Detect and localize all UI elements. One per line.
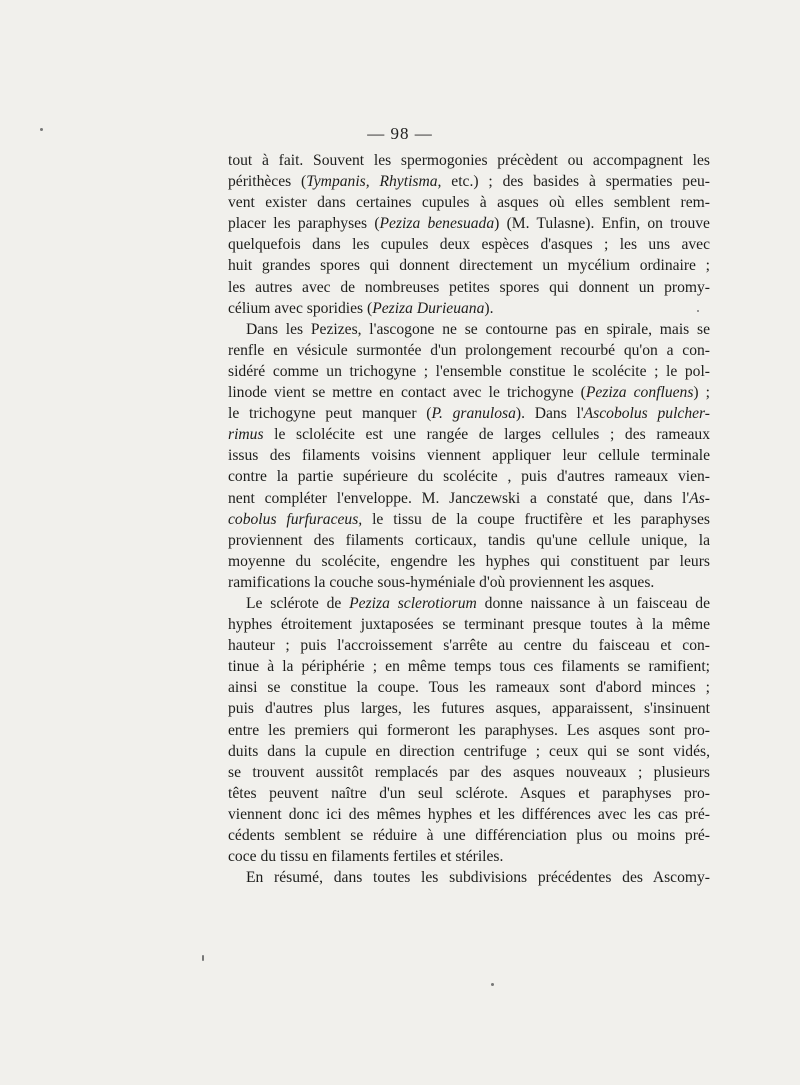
text-segment: le trichogyne peut manquer ( <box>228 405 432 423</box>
text-segment: périthèces ( <box>228 173 307 191</box>
italic-term: P. granulosa <box>431 405 516 423</box>
text-line <box>228 720 710 741</box>
text-segment: En résumé, dans toutes les subdivisions précédentes des Ascomy- <box>246 869 710 887</box>
text-line <box>228 530 710 551</box>
italic-term: cobolus furfuraceus, <box>228 510 363 528</box>
text-segment: têtes peuvent naître d'un seul sclérote. Asques et paraphyses pro- <box>228 784 710 802</box>
text-segment: Le sclérote de <box>246 594 350 612</box>
text-line <box>228 572 710 593</box>
paper-speck <box>491 983 494 986</box>
text-line <box>228 488 710 509</box>
text-line <box>228 150 710 171</box>
text-line <box>228 403 710 424</box>
text-segment: ) (M. Tulasne). Enfin, on trouve <box>494 215 710 233</box>
text-line <box>228 825 710 846</box>
text-segment: ) ; <box>693 384 710 402</box>
text-segment: Dans les Pezizes, l'ascogone ne se contourne pas en spirale, mais se <box>246 320 710 338</box>
text-segment: le sclolécite est une rangée de larges cellules ; des rameaux <box>263 426 710 444</box>
text-segment: renfle en vésicule surmontée d'un prolongement recourbé qu'on a con- <box>228 341 710 359</box>
text-segment: ). <box>484 299 494 317</box>
text-line <box>228 445 710 466</box>
text-line <box>228 171 710 192</box>
italic-term: Peziza sclerotiorum <box>349 594 477 612</box>
text-segment: issus des filaments voisins viennent appliquer leur cellule terminale <box>228 447 710 465</box>
text-line <box>228 656 710 677</box>
text-line <box>228 551 710 572</box>
text-line <box>228 382 710 403</box>
italic-term: As- <box>689 489 710 507</box>
text-segment: linode vient se mettre en contact avec le trichogyne ( <box>228 384 586 402</box>
text-line <box>228 677 710 698</box>
text-segment: ainsi se constitue la coupe. Tous les rameaux sont d'abord minces ; <box>228 679 710 697</box>
italic-term: Peziza Durieuana <box>372 299 485 317</box>
text-segment: puis d'autres plus larges, les futures asques, apparaissent, s'insinuent <box>228 700 710 718</box>
text-segment: tinue à la périphérie ; en même temps tous ces filaments se ramifient; <box>228 658 710 676</box>
paper-speck <box>202 955 204 961</box>
paper-speck <box>40 128 43 131</box>
text-line <box>228 466 710 487</box>
page-number: — 98 — <box>367 124 433 143</box>
text-segment: duits dans la cupule en direction centrifuge ; ceux qui se sont vidés, <box>228 742 710 760</box>
text-line <box>228 340 710 361</box>
text-segment: nent compléter l'enveloppe. M. Janczewski a constaté que, dans l' <box>228 489 690 507</box>
text-segment: les autres avec de nombreuses petites spores qui donnent un promy- <box>228 278 710 296</box>
text-segment: donne naissance à un faisceau de <box>476 594 710 612</box>
italic-term: Ascobolus pulcher- <box>583 405 710 423</box>
text-line <box>228 255 710 276</box>
text-segment: se trouvent aussitôt remplacés par des asques nouveaux ; plusieurs <box>228 763 710 781</box>
text-segment: coce du tissu en filaments fertiles et stériles. <box>228 848 504 866</box>
italic-term: Peziza confluens <box>585 384 694 402</box>
text-line <box>228 867 710 888</box>
text-line <box>228 192 710 213</box>
text-line <box>228 298 710 319</box>
text-line <box>228 846 710 867</box>
italic-term: rimus <box>228 426 264 444</box>
text-line <box>228 277 710 298</box>
text-line <box>228 614 710 635</box>
text-line <box>228 361 710 382</box>
text-line <box>228 319 710 340</box>
paper-speck <box>697 310 699 312</box>
text-segment: sidéré comme un trichogyne ; l'ensemble constitue le scolécite ; le pol- <box>228 362 710 380</box>
text-segment: cédents semblent se réduire à une différenciation plus ou moins pré- <box>228 827 710 844</box>
body-text <box>228 150 710 888</box>
text-line <box>228 213 710 234</box>
text-line <box>228 509 710 530</box>
text-segment: proviennent des filaments corticaux, tandis qu'une cellule unique, la <box>228 531 710 549</box>
text-segment: ramifications la couche sous-hyméniale d'où proviennent les asques. <box>228 573 655 591</box>
text-line <box>228 424 710 445</box>
text-segment: entre les premiers qui formeront les paraphyses. Les asques sont pro- <box>228 721 710 739</box>
text-line <box>228 804 710 825</box>
text-line <box>228 741 710 762</box>
text-segment: etc.) ; des basides à spermaties peu- <box>441 173 710 191</box>
text-line <box>228 698 710 719</box>
text-segment: contre la partie supérieure du scolécite , puis d'autres rameaux vien- <box>228 468 710 486</box>
text-segment: huit grandes spores qui donnent directement un mycélium ordinaire ; <box>228 257 710 275</box>
text-segment: hauteur ; puis l'accroissement s'arrête au centre du faisceau et con- <box>228 637 710 655</box>
text-line <box>228 783 710 804</box>
text-segment: célium avec sporidies ( <box>228 299 373 317</box>
text-line <box>228 234 710 255</box>
text-line <box>228 762 710 783</box>
text-segment: vent exister dans certaines cupules à asques où elles semblent rem- <box>228 194 710 212</box>
italic-term: Peziza benesuada <box>379 215 495 233</box>
text-segment: placer les paraphyses ( <box>228 215 380 233</box>
text-line <box>228 593 710 614</box>
text-segment: hyphes étroitement juxtaposées se terminant presque toutes à la même <box>228 616 710 634</box>
text-segment: tout à fait. Souvent les spermogonies précèdent ou accompagnent les <box>228 152 710 169</box>
text-segment: quelquefois dans les cupules deux espèces d'asques ; les uns avec <box>228 236 710 254</box>
text-segment: ). Dans l' <box>515 405 584 423</box>
text-segment: le tissu de la coupe fructifère et les paraphyses <box>362 510 710 528</box>
italic-term: Tympanis, Rhytisma, <box>306 173 442 191</box>
text-line <box>228 635 710 656</box>
text-segment: moyenne du scolécite, engendre les hyphes qui constituent par leurs <box>228 552 710 570</box>
text-segment: viennent donc ici des mêmes hyphes et les différences avec les cas pré- <box>228 805 710 823</box>
